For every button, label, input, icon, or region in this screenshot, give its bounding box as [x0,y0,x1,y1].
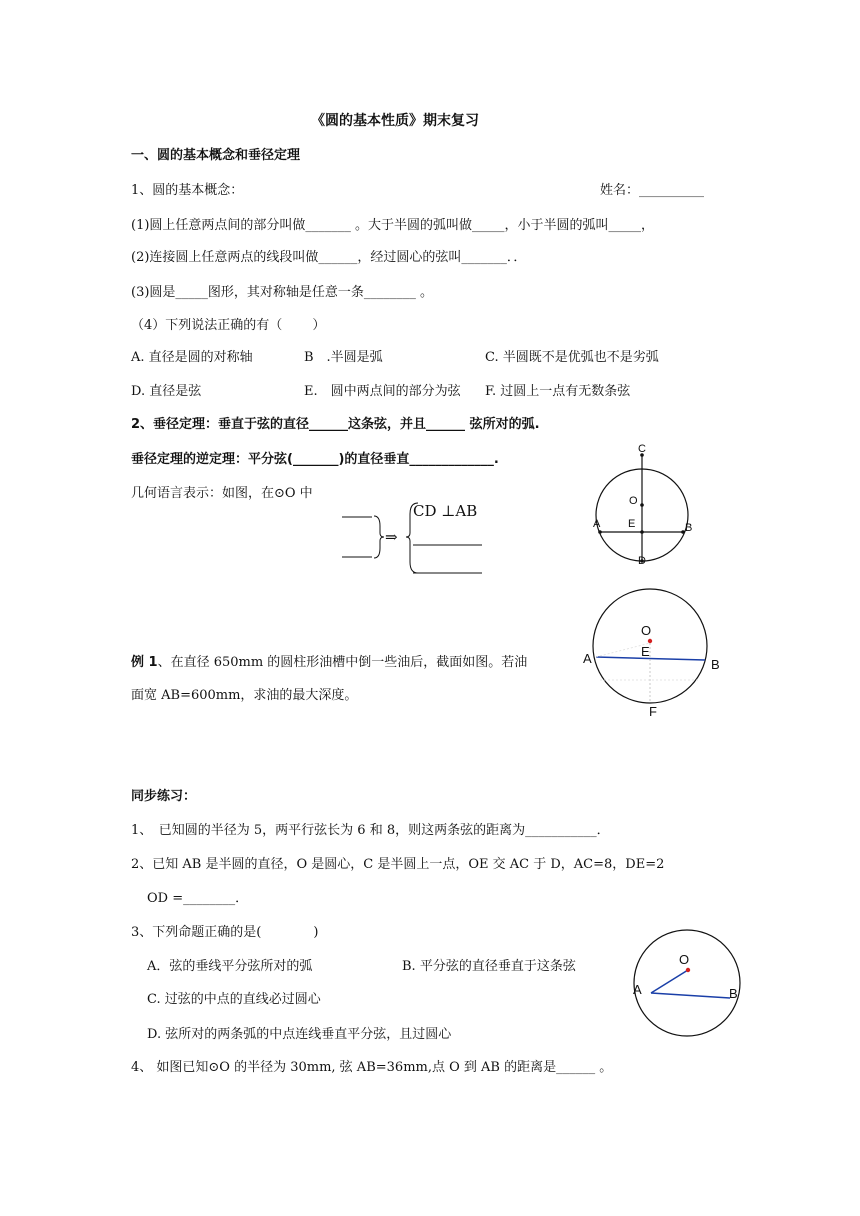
example-text: 、在直径 650mm 的圆柱形油槽中倒一些油后，截面如图。若油 [157,655,528,670]
radius-oa [651,970,688,993]
converse-theorem-text: 垂径定理的逆定理：平分弦(_______)的直径垂直_____________. [131,452,499,467]
option-e: E. 圆中两点间的部分为弦 [304,384,461,399]
label-e: E [641,644,650,659]
practice-heading: 同步练习： [131,789,197,804]
practice-q3-option-b: B. 平分弦的直径垂直于这条弦 [402,959,576,974]
q1-line2: (2)连接圆上任意两点的线段叫做______，经过圆心的弦叫_______．． [131,250,527,265]
perpendicular-expression: CD ⊥AB [413,502,478,520]
practice-q3: 3、下列命题正确的是( ) [131,925,319,940]
option-a: A. 直径是圆的对称轴 [131,350,253,365]
option-c: C. 半圆既不是优弧也不是劣弧 [485,350,659,365]
practice-q2: 2、已知 AB 是半圆的直径，O 是圆心，C 是半圆上一点，OE 交 AC 于 D，AC=8，DE=2 [131,857,665,872]
label-o: O [679,952,690,967]
option-b: B .半圆是弧 [304,350,383,365]
option-f: F. 过圆上一点有无数条弦 [485,384,631,399]
label-b: B [685,522,693,534]
q1-line1: (1)圆上任意两点间的部分叫做_______ 。大于半圆的弧叫做_____，小于半圆的弧叫_____， [131,218,655,233]
practice-q3-option-c: C. 过弦的中点的直线必过圆心 [147,992,321,1007]
page-title: 《圆的基本性质》期末复习 [311,113,479,129]
label-o: O [641,623,652,638]
figure-circle-diameter [590,440,720,580]
figure-oil-tank [580,585,730,725]
label-f: F [649,704,657,719]
q1-intro: 1、圆的基本概念： [131,183,244,198]
circle-outline [634,930,740,1036]
geometry-language-text: 几何语言表示：如图，在⊙O 中 [131,486,313,501]
name-field: 姓名：__________ [600,183,705,198]
practice-q2-answer: OD =________． [147,891,249,906]
center-point [686,968,690,972]
practice-q3-option-a: A．弦的垂线平分弦所对的弧 [147,959,313,974]
label-b: B [729,986,738,1001]
example-line2: 面宽 AB=600mm，求油的最大深度。 [131,688,358,703]
center-point [648,639,652,643]
chord-ab [651,993,730,998]
theorem-text: 2、垂径定理：垂直于弦的直径______这条弦，并且______ 弦所对的弧. [131,417,540,432]
q1-line4: （4）下列说法正确的有（ ） [131,318,326,333]
label-a: A [633,982,642,997]
section-heading: 一、圆的基本概念和垂径定理 [131,148,301,163]
practice-q3-option-d: D. 弦所对的两条弧的中点连线垂直平分弦，且过圆心 [147,1027,452,1042]
option-d: D. 直径是弦 [131,384,202,399]
example-label: 例 1 [131,655,158,670]
label-d: D [638,555,646,567]
label-a: A [593,518,601,530]
oil-surface-ab [596,657,705,660]
implies-arrow: ⇒ [385,528,398,546]
q1-line3: (3)圆是_____图形，其对称轴是任意一条________ 。 [131,285,434,300]
circle-outline [593,589,707,703]
label-a: A [583,651,592,666]
figure-circle-chord [630,925,750,1045]
practice-q1: 1、 已知圆的半径为 5，两平行弦长为 6 和 8，则这两条弦的距离为___________． [131,823,610,838]
label-b: B [711,657,720,672]
example-line1 [131,655,527,671]
label-o: O [629,495,638,507]
label-e: E [628,518,636,530]
label-c: C [638,443,646,455]
practice-q4: 4、 如图已知⊙O 的半径为 30mm, 弦 AB=36mm,点 O 到 AB 的距离是______ 。 [131,1060,613,1075]
